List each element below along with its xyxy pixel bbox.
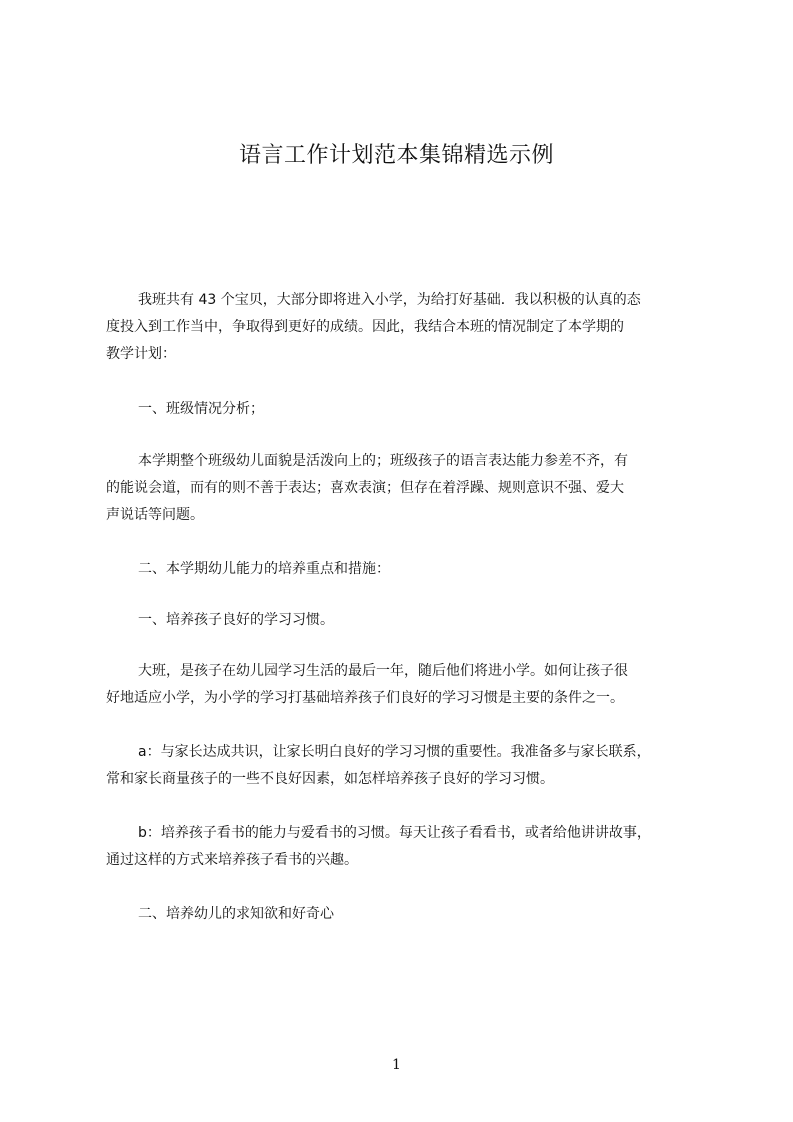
- intro-line-1: 我班共有 43 个宝贝，大部分即将进入小学，为给打好基础．我以积极的认真的态: [138, 292, 641, 308]
- intro-paragraph: [106, 287, 706, 368]
- subsection-heading-study-habits: 一、培养孩子良好的学习习惯。: [138, 612, 334, 628]
- study-habits-line-1: 大班，是孩子在幼儿园学习生活的最后一年，随后他们将进小学。如何让孩子很: [138, 663, 628, 679]
- item-b-paragraph: [106, 820, 706, 874]
- subsection-heading-curiosity: 二、培养幼儿的求知欲和好奇心: [138, 906, 334, 922]
- study-habits-line-2: 好地适应小学，为小学的学习打基础培养孩子们良好的学习习惯是主要的条件之一。: [106, 690, 624, 706]
- study-habits-paragraph: [106, 658, 706, 712]
- item-a-line-1: a：与家长达成共识，让家长明白良好的学习习惯的重要性。我准备多与家长联系，: [138, 744, 651, 760]
- document-title: 语言工作计划范本集锦精选示例: [238, 143, 554, 168]
- item-b-line-2: 通过这样的方式来培养孩子看书的兴趣。: [106, 852, 358, 868]
- item-a-line-2: 常和家长商量孩子的一些不良好因素，如怎样培养孩子良好的学习习惯。: [106, 771, 554, 787]
- intro-line-2: 度投入到工作当中，争取得到更好的成绩。因此，我结合本班的情况制定了本学期的: [106, 319, 624, 335]
- intro-line-3: 教学计划：: [106, 346, 176, 362]
- section-heading-class-analysis: 一、班级情况分析；: [138, 401, 264, 417]
- item-a-paragraph: [106, 739, 706, 793]
- item-b-line-1: b：培养孩子看书的能力与爱看书的习惯。每天让孩子看看书，或者给他讲讲故事，: [138, 825, 651, 841]
- class-analysis-line-1: 本学期整个班级幼儿面貌是活泼向上的；班级孩子的语言表达能力参差不齐，有: [138, 453, 628, 469]
- class-analysis-line-2: 的能说会道，而有的则不善于表达；喜欢表演；但存在着浮躁、规则意识不强、爱大: [106, 480, 624, 496]
- class-analysis-line-3: 声说话等问题。: [106, 507, 204, 523]
- page-number: 1: [392, 1057, 401, 1073]
- section-heading-training-focus: 二、本学期幼儿能力的培养重点和措施：: [138, 561, 390, 577]
- class-analysis-paragraph: [106, 448, 706, 529]
